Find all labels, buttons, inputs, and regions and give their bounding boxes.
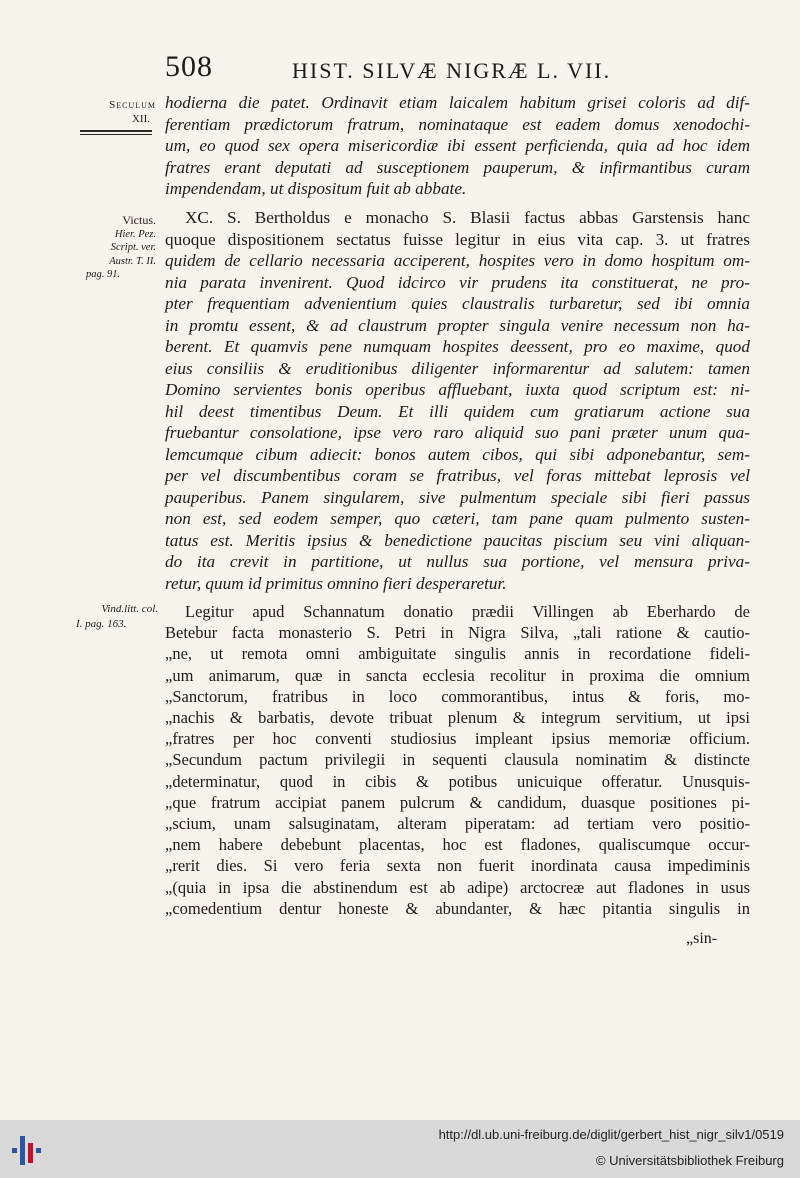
- margin-note-line: Hier. Pez.: [114, 228, 156, 240]
- page-number: 508: [165, 50, 213, 83]
- margin-note-line: I. pag. 163.: [76, 618, 127, 630]
- catchword: „sin-: [686, 930, 718, 947]
- text-line: non est, sed eodem semper, quo cæteri, tam pane quam pulmento susten-: [165, 509, 750, 528]
- text-line: quidem de cellario necessaria acciperent, hospites vero in domo hospitum om-: [165, 251, 750, 270]
- copyright-notice: © Universitätsbibliothek Freiburg: [595, 1153, 784, 1168]
- margin-note-victus: [86, 214, 156, 282]
- text-line: Legitur apud Schannatum donatio prædii Villingen ab Eberhardo de: [185, 602, 750, 621]
- text-line: Betebur facta monasterio S. Petri in Nigra Silva, „tali ratione & cautio-: [165, 623, 750, 643]
- text-line: do ita crevit in partitione, ut nullus sua portione, vel mensura priva-: [165, 552, 750, 571]
- text-line: nia parata invenirent. Quod idcirco vir prudens ita constituerat, ne pro-: [165, 272, 750, 292]
- text-line: hil deest timentibus Deum. Et illi quidem cum gratiarum actione sua: [165, 401, 750, 421]
- text-line: ferentiam prædictorum fratrum, nominataque est eadem domus xenodochi-: [165, 114, 750, 134]
- viewer-footer: [0, 1120, 800, 1178]
- text-line: „comedentium dentur honeste & abundanter, & hæc pitantia singulis in: [165, 898, 750, 918]
- page-header: [165, 50, 635, 88]
- text-line: eius consiliis & eruditionibus diligenter informarentur ad salutem: tamen: [165, 358, 750, 378]
- text-line: impendendam, ut dispositum fuit ab abbate.: [165, 179, 467, 198]
- margin-note-line: Victus.: [122, 213, 156, 227]
- margin-note-line: pag. 91.: [86, 269, 121, 280]
- text-line: „fratres per hoc conventi studiosius impleant ipsius memoriæ officium.: [165, 729, 750, 749]
- text-line: um, eo quod sex opera misericordiæ ibi essent perficienda, quia ad hoc idem: [165, 136, 750, 155]
- text-line: „determinatur, quod in cibis & potibus unicuique offeratur. Unusquis-: [165, 771, 750, 791]
- permalink-url[interactable]: http://dl.ub.uni-freiburg.de/diglit/gerbert_hist_nigr_silv1/0519: [438, 1127, 784, 1142]
- text-line: quoque dispositionem sectatus fuisse legitur in eius vita cap. 3. ut fratres: [165, 229, 750, 249]
- text-line: pauperibus. Panem singularem, sive pulmentum speciale sibi fieri passus: [165, 487, 750, 507]
- text-line: lemcumque cibum adiecit: bonos autem cibos, qui sibi adponebantur, sem-: [165, 444, 750, 464]
- text-line: „que fratrum accipiat panem pulcrum & candidum, duasque positiones pi-: [165, 792, 750, 812]
- text-line: tatus est. Meritis ipsius & benedictione paucitas piscium seu vini aliquan-: [165, 530, 750, 550]
- text-line: per vel discumbentibus coram se fratribus, vel foras mittebat leprosis vel: [165, 466, 750, 485]
- margin-note-line: Seculum: [109, 99, 156, 111]
- margin-note-vind: [76, 602, 158, 632]
- text-line: hodierna die patet. Ordinavit etiam laicalem habitum grisei coloris ad dif-: [165, 93, 750, 112]
- text-line: XC. S. Bertholdus e monacho S. Blasii factus abbas Garstensis hanc: [185, 208, 750, 227]
- margin-rule: [80, 130, 152, 135]
- text-line: „rerit dies. Si vero feria sexta non fuerit inordinata causa impediminis: [165, 856, 750, 876]
- text-line: „nachis & barbatis, devote tribuat plenum & integrum servitium, ut ipsi: [165, 708, 750, 728]
- paragraph-bertholdus: [165, 207, 750, 594]
- library-logo-icon: [12, 1130, 42, 1170]
- text-line: „(quia in ipsa die abstinendum est ab adipe) arctocreæ aut fladones in usus: [165, 877, 750, 897]
- text-line: „um animarum, quæ in sancta ecclesia recolitur in proxima die omnium: [165, 665, 750, 685]
- margin-note-line: XII.: [131, 113, 150, 125]
- text-line: in promtu essent, & ad claustrum propter singula venire necessum non ha-: [165, 315, 750, 335]
- text-line: pter frequentiam advenientium quies claustralis turbaretur, sed ibi omnia: [165, 294, 750, 313]
- margin-note-seculum: [86, 98, 156, 135]
- text-line: „nem habere debebunt placentas, hoc est fladones, qualiscumque occur-: [165, 835, 750, 855]
- text-line: „ne, ut remota omni ambiguitate singulis annis in recordatione fideli-: [165, 644, 750, 664]
- text-line: retur, quum id primitus omnino fieri desperaretur.: [165, 573, 507, 593]
- running-title: HIST. SILVÆ NIGRÆ L. VII.: [292, 58, 612, 83]
- paragraph-hospital: [165, 92, 750, 200]
- margin-note-line: Script. ver.: [110, 242, 156, 253]
- text-line: fruebantur consolatione, ipse vero raro aliquid suo pani præter unum qua-: [165, 423, 750, 442]
- text-line: „scium, unam salsuginatam, alteram piperatam: ad tertiam vero positio-: [165, 814, 750, 834]
- text-line: „Sanctorum, fratribus in loco commorantibus, intus & foris, mo-: [165, 686, 750, 706]
- text-line: Domino servientes bonis operibus affluebant, iuxta quod scriptum est: ni-: [165, 380, 750, 399]
- text-line: berent. Et quamvis pene numquam hospites deessent, pro eo maxime, quod: [165, 337, 750, 356]
- text-line: fratres erant deputati ad susceptionem pauperum, & infirmantibus curam: [165, 157, 750, 177]
- margin-note-line: Vind.litt. col.: [101, 603, 158, 615]
- margin-note-line: Austr. T. II.: [109, 255, 156, 267]
- paragraph-schannatus: [165, 601, 750, 919]
- text-line: „Secundum pactum privilegii in sequenti clausula nominatim & distincte: [165, 750, 750, 770]
